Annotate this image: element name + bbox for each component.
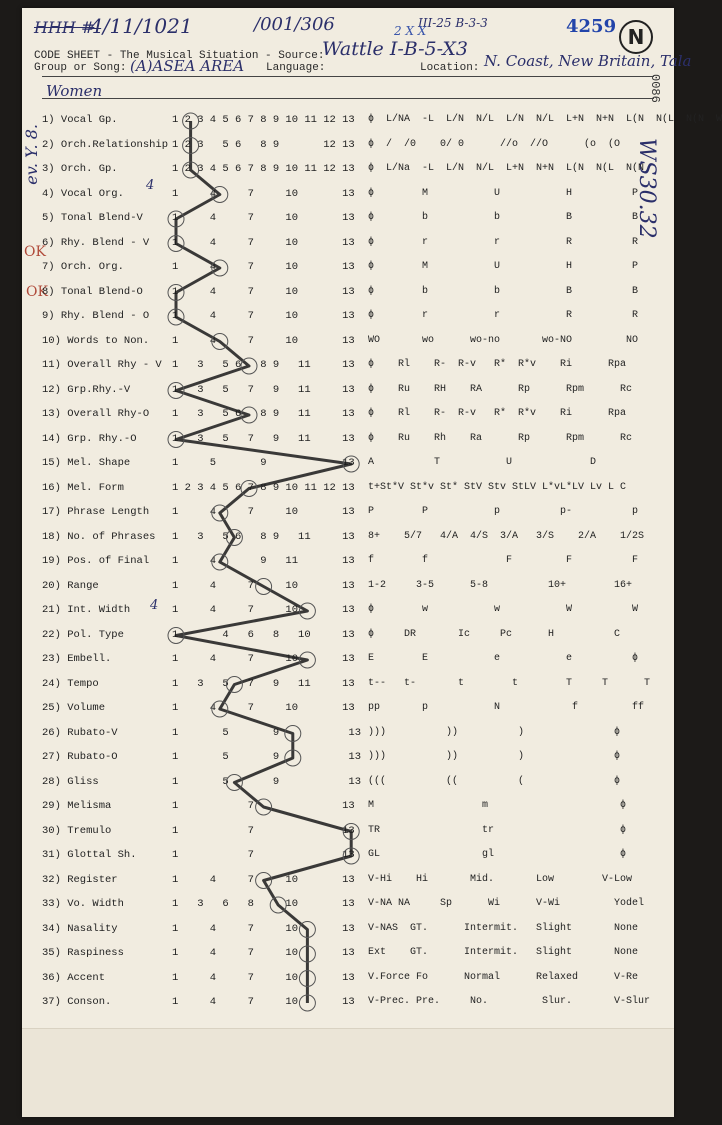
row-code-symbols: ɸ Ru Rh Ra Rp Rpm Rc [368,432,633,444]
language-label: Language: [266,62,326,74]
row-label: 12) Grp.Rhy.-V [42,383,131,396]
row-scale-numbers: 1 4 7 10 13 [172,261,355,273]
row-code-symbols: TR tr ɸ [368,824,627,836]
row-scale-numbers: 1 4 7 10 13 [172,971,355,984]
row-code-symbols: ɸ / /0 0/ 0 //o //O (o (O [368,138,621,150]
row-label: 27) Rubato-O [42,751,118,763]
row-code-symbols: E E e e ɸ [368,653,639,664]
card-bottom-stub [22,1028,674,1117]
row-label: 16) Mel. Form [42,481,124,494]
row-code-symbols: 1-2 3-5 5-8 10+ 16+ [368,579,633,591]
row-scale-numbers: 1 5 9 13 [172,775,362,788]
row-scale-numbers: 1 4 7 10 13 [172,702,355,714]
row-scale-numbers: 1 3 5 6 8 9 11 13 [172,408,355,420]
row-label: 2) Orch.Relationship [42,138,169,151]
sheet-title-line: CODE SHEET - The Musical Situation - Source: [34,50,325,62]
row-label: 14) Grp. Rhy.-O [42,432,137,445]
row-label: 8) Tonal Blend-O [42,285,143,298]
profile-line [176,121,351,1003]
row-scale-numbers: 1 3 5 6 8 9 11 13 [172,359,355,371]
row-label: 31) Glottal Sh. [42,849,137,861]
row-code-symbols: ɸ Ru RH RA Rp Rpm Rc [368,383,633,395]
row-scale-numbers: 1 4 7 10 13 [172,996,355,1008]
row-scale-numbers: 1 3 5 7 9 11 13 [172,677,355,690]
row-scale-numbers: 1 2 3 5 6 8 9 12 13 [172,138,355,151]
row-label: 3) Orch. Gp. [42,163,118,175]
row-label: 9) Rhy. Blend - O [42,310,150,322]
row-scale-numbers: 1 5 9 13 [172,726,362,739]
margin-ok-note: OK [26,284,48,300]
row-scale-numbers: 1 4 7 10 13 [172,310,355,322]
item-number-handwritten: /001/306 [254,14,335,35]
row-scale-numbers: 1 3 5 7 9 11 13 [172,432,355,445]
row-code-symbols: ɸ r r R R [368,236,639,248]
row-label: 25) Volume [42,702,106,714]
row-code-symbols: f f F F F [368,555,639,566]
row-scale-numbers: 1 4 7 10 13 [172,334,355,347]
row-code-symbols: ɸ b b B B [368,212,639,223]
row-label: 1) Vocal Gp. [42,114,118,126]
row-scale-numbers: 1 4 9 11 13 [172,555,355,567]
row-code-symbols: 8+ 5/7 4/A 4/S 3/A 3/S 2/A 1/2S [368,530,645,542]
row-scale-numbers: 1 4 7 10 13 [172,604,355,616]
row-code-symbols: V.Force Fo Normal Relaxed V-Re [368,971,639,983]
row-label: 21) Int. Width [42,604,131,616]
row-label: 13) Overall Rhy-O [42,408,150,420]
row-scale-numbers: 1 4 7 10 13 [172,236,355,249]
row-code-symbols: ɸ w w W W [368,604,639,615]
profile-marks [22,8,674,1028]
row-code-symbols: ((( (( ( ɸ [368,775,621,787]
row-code-symbols: Ext GT. Intermit. Slight None [368,947,639,958]
row-label: 24) Tempo [42,677,99,690]
row-code-symbols: P P p p- p [368,506,639,517]
margin-circled-4: 4 [146,178,155,193]
row-code-symbols: t+St*V St*v St* StV Stv StLV L*vL*LV Lv L C [368,481,627,493]
row-code-symbols: V-NAS GT. Intermit. Slight None [368,922,639,934]
row-scale-numbers: 1 7 13 [172,800,355,812]
row-scale-numbers: 1 4 7 10 13 [172,873,355,886]
location-label: Location: [420,62,480,74]
row-code-symbols: t-- t- t t T T T [368,677,651,689]
row-code-symbols: ɸ M U H P [368,261,639,272]
row-scale-numbers: 1 4 6 8 10 13 [172,628,355,641]
struck-header-text: HHH # [34,18,95,37]
row-label: 4) Vocal Org. [42,187,124,200]
row-scale-numbers: 1 7 13 [172,824,355,837]
row-scale-numbers: 1 4 7 10 13 [172,285,355,298]
row-label: 6) Rhy. Blend - V [42,236,150,249]
row-label: 7) Orch. Org. [42,261,124,273]
row-scale-numbers: 1 7 13 [172,849,355,861]
margin-ok-note: OK [24,244,46,260]
row-label: 26) Rubato-V [42,726,118,739]
row-code-symbols: WO wo wo-no wo-NO NO [368,334,639,346]
row-scale-numbers: 1 4 7 10 13 [172,212,355,224]
row-code-symbols: ɸ L/Na -L L/N N/L L+N N+N L(N N(L N(N [368,163,645,174]
code-sheet-page [22,8,722,1116]
row-code-symbols: GL gl ɸ [368,849,627,860]
row-code-symbols: pp p N f ff [368,702,645,713]
row-label: 28) Gliss [42,775,99,788]
row-scale-numbers: 1 4 7 10 13 [172,579,355,592]
row-code-symbols: ))) )) ) ɸ [368,751,621,762]
circled-letter-n: N [619,20,653,54]
row-scale-numbers: 1 3 6 8 10 13 [172,898,355,910]
row-label: 15) Mel. Shape [42,457,131,469]
row-code-symbols: ɸ r r R R [368,310,639,321]
row-scale-numbers: 1 4 7 10 13 [172,506,355,518]
row-scale-numbers: 1 5 9 13 [172,751,362,763]
row-scale-numbers: 1 2 3 4 5 6 7 8 9 10 11 12 13 [172,481,355,494]
side-catalog-number: 0086 [648,74,662,103]
row-code-symbols: ɸ M U H P [368,187,639,199]
source-handwritten: Wattle I-B-5-X3 [322,38,468,60]
row-scale-numbers: 1 3 5 6 8 9 11 13 [172,530,355,543]
row-scale-numbers: 1 4 7 10 13 [172,653,355,665]
row-code-symbols: A T U D [368,457,597,468]
row-code-symbols: V-Hi Hi Mid. Low V-Low [368,873,633,885]
row-scale-numbers: 1 4 7 10 13 [172,187,355,200]
row-label: 33) Vo. Width [42,898,124,910]
row-code-symbols: V-NA NA Sp Wi V-Wi Yodel [368,898,645,909]
row-label: 18) No. of Phrases [42,530,156,543]
catalog-edit-marks: 2 X X [394,24,427,38]
row-label: 17) Phrase Length [42,506,150,518]
row-label: 5) Tonal Blend-V [42,212,143,224]
group-label: Group or Song: [34,62,127,74]
row-label: 34) Nasality [42,922,118,935]
margin-ws-number: WS30.32 [634,138,659,239]
date-handwritten: 4/11/1021 [90,14,193,38]
women-handwritten: Women [46,82,103,100]
margin-note: ev. Y. 8. [22,124,41,185]
row-code-symbols: ))) )) ) ɸ [368,726,621,738]
margin-circled-4: 4 [150,598,159,613]
row-label: 36) Accent [42,971,106,984]
row-label: 22) Pol. Type [42,628,124,641]
row-scale-numbers: 1 4 7 10 13 [172,922,355,935]
row-code-symbols: V-Prec. Pre. No. Slur. V-Slur [368,996,651,1007]
row-label: 35) Raspiness [42,947,124,959]
catalog-code: III-25 B-3-3 [418,16,488,30]
row-label: 37) Conson. [42,996,112,1008]
row-scale-numbers: 1 4 7 10 13 [172,947,355,959]
row-code-symbols: ɸ L/NA -L L/N N/L L/N N/L L+N N+N L(N N(L N(N W [368,114,722,125]
row-code-symbols: ɸ b b B B [368,285,639,297]
row-code-symbols: ɸ DR Ic Pc H C [368,628,621,640]
row-scale-numbers: 1 2 3 4 5 6 7 8 9 10 11 12 13 [172,114,355,126]
row-scale-numbers: 1 2 3 4 5 6 7 8 9 10 11 12 13 [172,163,355,175]
catalog-number: 4259 [566,16,617,37]
location-handwritten: N. Coast, New Britain, Tala [484,52,692,70]
row-label: 20) Range [42,579,99,592]
row-label: 11) Overall Rhy - V [42,359,162,371]
row-scale-numbers: 1 3 5 7 9 11 13 [172,383,355,396]
row-code-symbols: ɸ Rl R- R-v R* R*v Ri Rpa [368,408,627,419]
row-label: 32) Register [42,873,118,886]
row-scale-numbers: 1 5 9 13 [172,457,355,469]
row-label: 10) Words to Non. [42,334,150,347]
row-code-symbols: ɸ Rl R- R-v R* R*v Ri Rpa [368,359,627,370]
row-label: 30) Tremulo [42,824,112,837]
row-label: 19) Pos. of Final [42,555,150,567]
row-label: 23) Embell. [42,653,112,665]
group-handwritten: (A)ASEA AREA [130,57,245,75]
row-code-symbols: M m ɸ [368,800,627,811]
row-label: 29) Melisma [42,800,112,812]
